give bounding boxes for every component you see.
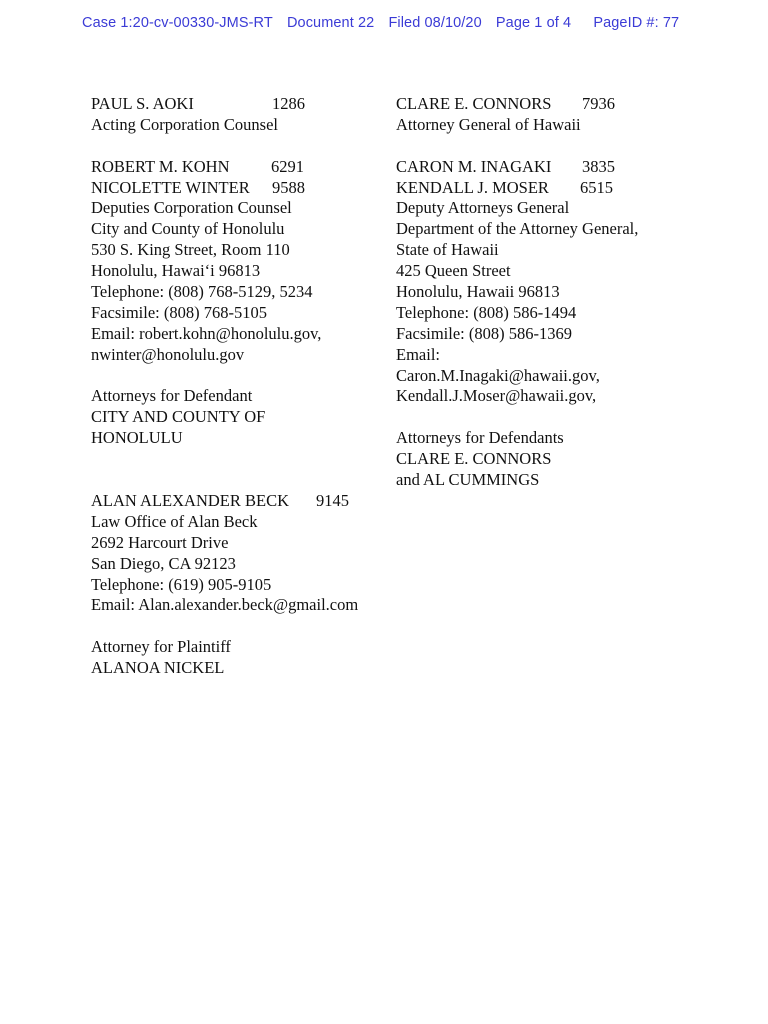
attorney-name: NICOLETTE WINTER (91, 177, 250, 197)
bar-number: 9588 (272, 177, 305, 197)
attorney-title: Attorney General of Hawaii (396, 114, 581, 134)
address-line: Honolulu, Hawai‘i 96813 (91, 261, 261, 281)
page-id: PageID #: 77 (593, 15, 680, 31)
bar-number: 6291 (271, 156, 304, 176)
bar-number: 1286 (272, 94, 305, 113)
attorney-name: PAUL S. AOKI (91, 94, 194, 113)
address-line: Law Office of Alan Beck (91, 511, 258, 531)
role-line: Attorney for Plaintiff (91, 637, 231, 657)
attorney-name: CARON M. INAGAKI (396, 156, 552, 176)
address-line: San Diego, CA 92123 (91, 553, 236, 573)
telephone-line: Telephone: (808) 586-1494 (396, 302, 577, 322)
bar-number: 3835 (582, 156, 615, 176)
bar-number: 6515 (580, 177, 613, 197)
attorney-name: ALAN ALEXANDER BECK (91, 490, 289, 510)
party-line: CLARE E. CONNORS (396, 449, 552, 469)
page-count: Page 1 of 4 (495, 15, 572, 31)
email-line: Email: Alan.alexander.beck@gmail.com (91, 595, 359, 615)
address-line: Department of the Attorney General, (396, 219, 639, 239)
represented-party-block (91, 386, 391, 449)
left-counsel-column (91, 94, 391, 679)
attorney-name: KENDALL J. MOSER (396, 177, 549, 197)
email-line: nwinter@honolulu.gov (91, 344, 245, 364)
case-header-stamp (82, 15, 679, 31)
address-line: City and County of Honolulu (91, 219, 285, 239)
role-line: Attorneys for Defendants (396, 428, 564, 448)
telephone-line: Telephone: (808) 768-5129, 5234 (91, 282, 313, 302)
bar-number: 9145 (316, 490, 349, 510)
email-line: Email: robert.kohn@honolulu.gov, (91, 323, 322, 343)
filed-date: Filed 08/10/20 (388, 15, 482, 31)
case-number: Case 1:20-cv-00330-JMS-RT (82, 15, 273, 31)
counsel-block-kohn-winter (91, 157, 391, 366)
attorney-name: CLARE E. CONNORS (396, 94, 552, 113)
represented-party-block (91, 637, 391, 679)
counsel-block-inagaki-moser (396, 157, 696, 408)
represented-party-block (396, 428, 696, 491)
email-label: Email: (396, 344, 440, 364)
party-line: ALANOA NICKEL (91, 658, 225, 678)
email-line: Caron.M.Inagaki@hawaii.gov, (396, 365, 600, 385)
address-line: 2692 Harcourt Drive (91, 532, 229, 552)
counsel-block-connors (396, 94, 696, 136)
counsel-block-aoki (91, 94, 391, 136)
address-line: 425 Queen Street (396, 261, 511, 281)
telephone-line: Telephone: (619) 905-9105 (91, 574, 272, 594)
address-line: Honolulu, Hawaii 96813 (396, 282, 560, 302)
party-line: HONOLULU (91, 428, 183, 448)
address-line: Deputies Corporation Counsel (91, 198, 292, 218)
bar-number: 7936 (582, 94, 615, 113)
attorney-name: ROBERT M. KOHN (91, 156, 230, 176)
address-line: 530 S. King Street, Room 110 (91, 240, 290, 260)
attorney-title: Acting Corporation Counsel (91, 114, 278, 134)
party-line: and AL CUMMINGS (396, 470, 540, 490)
address-line: State of Hawaii (396, 240, 499, 260)
title-line: Deputy Attorneys General (396, 198, 570, 218)
role-line: Attorneys for Defendant (91, 386, 253, 406)
right-counsel-column (396, 94, 696, 491)
facsimile-line: Facsimile: (808) 768-5105 (91, 302, 267, 322)
party-line: CITY AND COUNTY OF (91, 407, 266, 427)
document-number: Document 22 (286, 15, 375, 31)
counsel-block-beck (91, 491, 391, 616)
email-line: Kendall.J.Moser@hawaii.gov, (396, 386, 597, 406)
facsimile-line: Facsimile: (808) 586-1369 (396, 323, 572, 343)
